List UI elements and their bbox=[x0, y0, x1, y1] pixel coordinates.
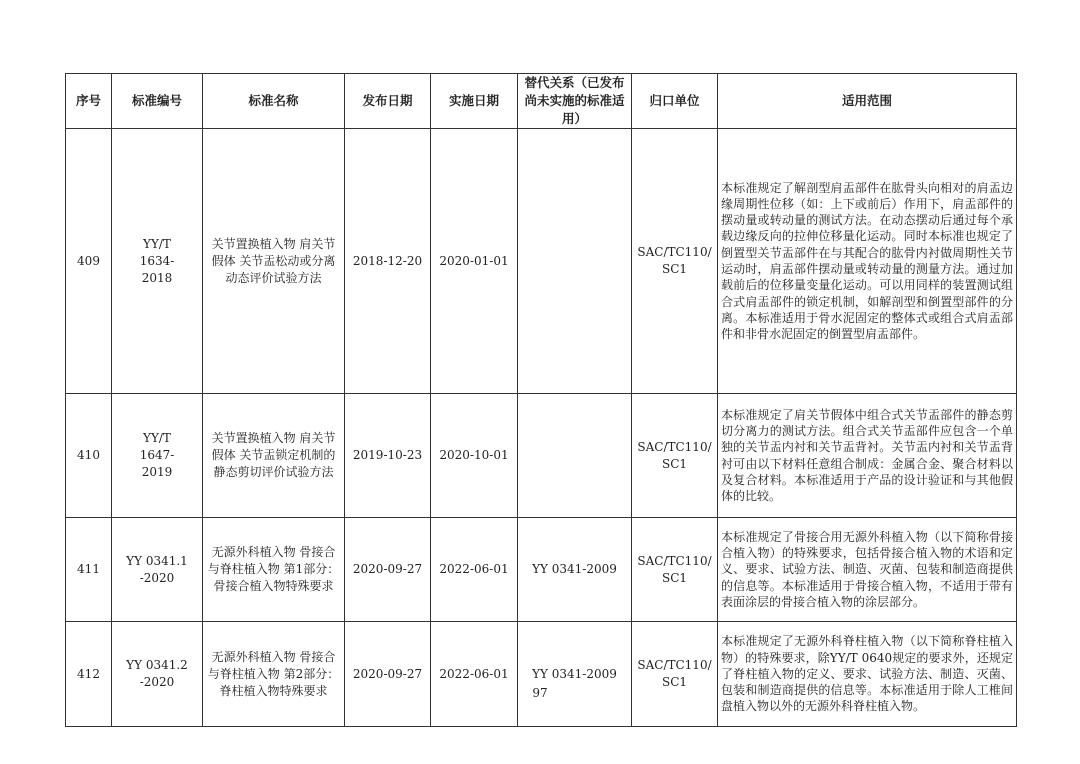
row-implement-date: 2020-10-01 bbox=[431, 394, 518, 518]
row-implement-date: 2020-01-01 bbox=[431, 129, 518, 394]
row-no: 412 bbox=[66, 622, 112, 727]
row-no: 411 bbox=[66, 518, 112, 622]
page-number: 97 bbox=[532, 686, 548, 700]
header-name: 标准名称 bbox=[203, 74, 345, 129]
table-row bbox=[66, 394, 1017, 518]
row-publish-date: 2019-10-23 bbox=[345, 394, 431, 518]
row-code: YY/T 1647-2019 bbox=[112, 394, 203, 518]
row-implement-date: 2022-06-01 bbox=[431, 518, 518, 622]
header-implement-date: 实施日期 bbox=[431, 74, 518, 129]
row-publish-date: 2020-09-27 bbox=[345, 622, 431, 727]
row-unit: SAC/TC110/SC1 bbox=[632, 394, 718, 518]
row-unit: SAC/TC110/SC1 bbox=[632, 518, 718, 622]
row-unit: SAC/TC110/SC1 bbox=[632, 622, 718, 727]
header-row bbox=[66, 74, 1017, 129]
row-no: 409 bbox=[66, 129, 112, 394]
row-replacement: YY 0341-2009 bbox=[518, 622, 632, 727]
header-replacement: 替代关系（已发布尚未实施的标准适用） bbox=[518, 74, 632, 129]
row-replacement bbox=[518, 129, 632, 394]
row-implement-date: 2022-06-01 bbox=[431, 622, 518, 727]
row-scope: 本标准规定了骨接合用无源外科植入物（以下简称骨接合植入物）的特殊要求，包括骨接合植入物的术语和定义、要求、试验方法、制造、灭菌、包装和制造商提供的信息等。本标准适用于骨接合植入物，不适用于带有表面涂层的骨接合植入物的涂层部分。 bbox=[718, 518, 1017, 622]
row-no: 410 bbox=[66, 394, 112, 518]
row-scope: 本标准规定了解剖型肩盂部件在肱骨头向相对的肩盂边缘周期性位移（如：上下或前后）作用下，肩盂部件的摆动量或转动量的测试方法。在动态摆动后通过每个承载边缘反向的拉伸位移量化运动。同时本标准也规定了倒置型关节盂部件在与其配合的肱骨内衬做周期性关节运动时，肩盂部件摆动量或转动量的测量方法。通过加载前后的位移量变量化运动。可以用同样的装置测试组合式肩盂部件的锁定机制，如解剖型和倒置型部件的分离。本标准适用于骨水泥固定的整体式或组合式肩盂部件和非骨水泥固定的倒置型肩盂部件。 bbox=[718, 129, 1017, 394]
header-publish-date: 发布日期 bbox=[345, 74, 431, 129]
row-publish-date: 2020-09-27 bbox=[345, 518, 431, 622]
row-name: 无源外科植入物 骨接合与脊柱植入物 第2部分：脊柱植入物特殊要求 bbox=[203, 622, 345, 727]
row-name: 关节置换植入物 肩关节假体 关节盂锁定机制的静态剪切评价试验方法 bbox=[203, 394, 345, 518]
row-name: 关节置换植入物 肩关节假体 关节盂松动或分离动态评价试验方法 bbox=[203, 129, 345, 394]
row-replacement bbox=[518, 394, 632, 518]
row-name: 无源外科植入物 骨接合与脊柱植入物 第1部分：骨接合植入物特殊要求 bbox=[203, 518, 345, 622]
row-code: YY 0341.2-2020 bbox=[112, 622, 203, 727]
row-replacement: YY 0341-2009 bbox=[518, 518, 632, 622]
table-row bbox=[66, 518, 1017, 622]
row-scope: 本标准规定了肩关节假体中组合式关节盂部件的静态剪切分离力的测试方法。组合式关节盂部件应包含一个单独的关节盂内衬和关节盂背衬。关节盂内衬和关节盂背衬可由以下材料任意组合制成：金属合金、聚合材料以及复合材料。本标准适用于产品的设计验证和与其他假体的比较。 bbox=[718, 394, 1017, 518]
header-scope: 适用范围 bbox=[718, 74, 1017, 129]
row-code: YY/T 1634-2018 bbox=[112, 129, 203, 394]
header-code: 标准编号 bbox=[112, 74, 203, 129]
table-row bbox=[66, 129, 1017, 394]
table-row bbox=[66, 622, 1017, 727]
header-unit: 归口单位 bbox=[632, 74, 718, 129]
header-no: 序号 bbox=[66, 74, 112, 129]
row-unit: SAC/TC110/SC1 bbox=[632, 129, 718, 394]
row-code: YY 0341.1-2020 bbox=[112, 518, 203, 622]
standards-table bbox=[65, 73, 1017, 727]
row-publish-date: 2018-12-20 bbox=[345, 129, 431, 394]
row-scope: 本标准规定了无源外科脊柱植入物（以下简称脊柱植入物）的特殊要求，除YY/T 0640规定的要求外，还规定了脊柱植入物的定义、要求、试验方法、制造、灭菌、包装和制造商提供的信息等。本标准适用于除人工椎间盘植入物以外的无源外科脊柱植入物。 bbox=[718, 622, 1017, 727]
